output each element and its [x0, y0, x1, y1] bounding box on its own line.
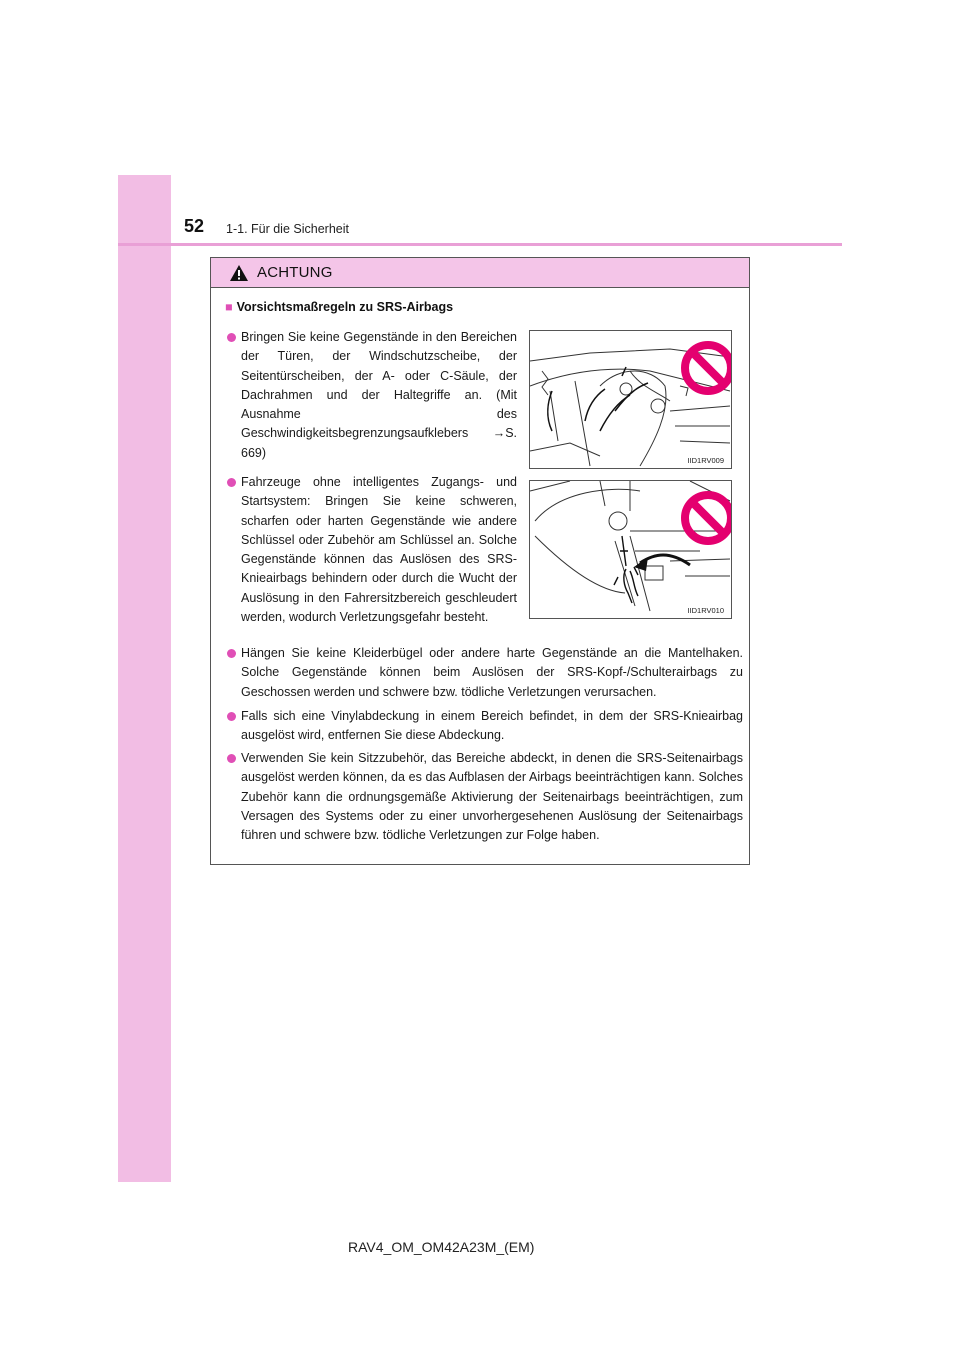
bullet-dot-icon — [227, 754, 236, 763]
subheading-text: Vorsichtsmaßregeln zu SRS-Airbags — [236, 300, 454, 314]
warning-header — [211, 258, 749, 288]
bullet-item — [241, 644, 743, 702]
prohibition-icon — [685, 345, 731, 391]
prohibition-icon — [685, 495, 731, 541]
bullet-text: Verwenden Sie kein Sitzzubehör, das Bereiche abdeckt, in denen die SRS-Seitenairbags ausgelöst werden können, da es das Aufblasen der Airbags beeinträchtigen kann. Solches Zubehör kann die ordnungsgemäße Aktivierung der Seitenairbags beeinträchtigen, zum Versagen des Systems oder zu einer unvorhergesehenen Auslösung der Seitenairbags führen und schwere bzw. tödliche Verletzungen zur Folge haben. — [241, 751, 743, 843]
bullet-item — [241, 749, 743, 845]
bullet-item — [241, 328, 517, 463]
warning-triangle-icon — [229, 264, 249, 282]
figure-code: IID1RV010 — [687, 606, 724, 615]
header-rule — [118, 243, 842, 246]
warning-title: ACHTUNG — [257, 264, 333, 281]
chapter-side-band — [118, 175, 171, 1182]
figure-code: IID1RV009 — [687, 456, 724, 465]
bullet-dot-icon — [227, 333, 236, 342]
warning-box — [210, 257, 750, 865]
bullet-dot-icon — [227, 712, 236, 721]
page-number: 52 — [184, 216, 205, 236]
warning-subheading — [225, 300, 453, 314]
subheading-square-marker: ■ — [225, 300, 233, 314]
bullet-dot-icon — [227, 649, 236, 658]
document-code: RAV4_OM_OM42A23M_(EM) — [348, 1239, 535, 1255]
bullet-dot-icon — [227, 478, 236, 487]
bullet-text: Hängen Sie keine Kleiderbügel oder andere harte Gegenstände an die Mantelhaken. Solche Gegenstände können beim Auslösen der SRS-Kopf-/Schulterairbags zu Geschossen werden und schwere bzw. tödliche Verletzungen verursachen. — [241, 646, 743, 699]
bullet-text: Falls sich eine Vinylabdeckung in einem Bereich befindet, in dem der SRS-Knieairbag ausgelöst wird, entfernen Sie diese Abdeckung. — [241, 709, 743, 743]
bullet-item — [241, 473, 517, 627]
bullet-text: Bringen Sie keine Gegenstände in den Bereichen der Türen, der Windschutzscheibe, der Seitentürscheiben, der A- oder C-Säule, der Dachrahmen und der Haltegriffe an. (Mit Ausnahme des Geschwindigkeitsbegrenzungsaufklebers →S. 669) — [241, 330, 517, 460]
bullet-text: Fahrzeuge ohne intelligentes Zugangs- und Startsystem: Bringen Sie keine schweren, scharfen oder harten Gegenstände wie andere Schlüssel oder Zubehör am Schlüssel an. Solche Gegenstände können das Auslösen des SRS-Knieairbags behindern oder durch die Wucht der Auslösung in den Fahrersitzbereich geschleudert werden, wodurch Verletzungsgefahr besteht. — [241, 475, 517, 625]
section-title: 1-1. Für die Sicherheit — [226, 222, 349, 236]
figure-key-knee-airbag — [529, 480, 732, 619]
figure-cabin-pillars — [529, 330, 732, 469]
bullet-item — [241, 707, 743, 746]
